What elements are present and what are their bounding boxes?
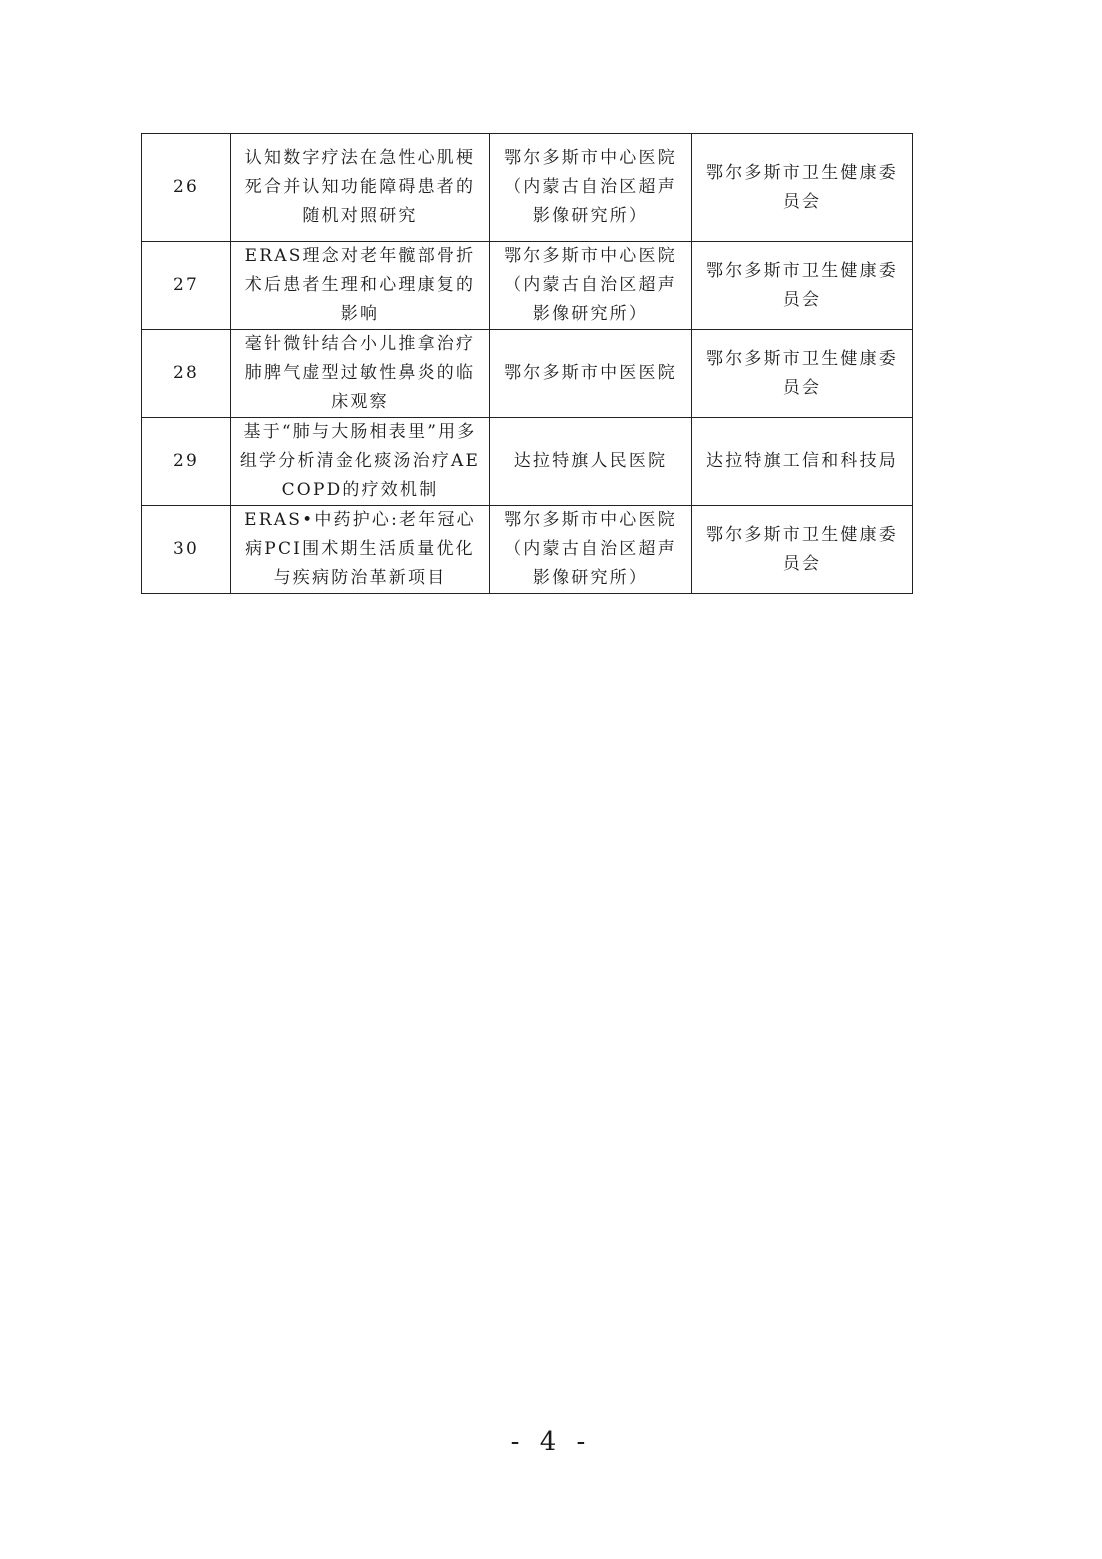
undertaking-unit: 鄂尔多斯市中心医院（内蒙古自治区超声影像研究所） bbox=[490, 506, 692, 594]
project-name: ERAS•中药护心:老年冠心病PCI围术期生活质量优化与疾病防治革新项目 bbox=[231, 506, 490, 594]
project-table bbox=[141, 133, 913, 594]
table-row bbox=[142, 330, 913, 418]
recommending-department: 达拉特旗工信和科技局 bbox=[692, 418, 913, 506]
recommending-department: 鄂尔多斯市卫生健康委员会 bbox=[692, 242, 913, 330]
row-number: 28 bbox=[142, 330, 231, 418]
undertaking-unit: 鄂尔多斯市中医医院 bbox=[490, 330, 692, 418]
page-number: - 4 - bbox=[510, 1427, 592, 1457]
row-number: 27 bbox=[142, 242, 231, 330]
undertaking-unit: 鄂尔多斯市中心医院（内蒙古自治区超声影像研究所） bbox=[490, 242, 692, 330]
table-row bbox=[142, 134, 913, 242]
table-row bbox=[142, 242, 913, 330]
project-name: 毫针微针结合小儿推拿治疗肺脾气虚型过敏性鼻炎的临床观察 bbox=[231, 330, 490, 418]
recommending-department: 鄂尔多斯市卫生健康委员会 bbox=[692, 506, 913, 594]
project-name: 认知数字疗法在急性心肌梗死合并认知功能障碍患者的随机对照研究 bbox=[231, 134, 490, 242]
table-row bbox=[142, 506, 913, 594]
undertaking-unit: 达拉特旗人民医院 bbox=[490, 418, 692, 506]
recommending-department: 鄂尔多斯市卫生健康委员会 bbox=[692, 134, 913, 242]
row-number: 26 bbox=[142, 134, 231, 242]
project-name: ERAS理念对老年髋部骨折术后患者生理和心理康复的影响 bbox=[231, 242, 490, 330]
table-row bbox=[142, 418, 913, 506]
row-number: 29 bbox=[142, 418, 231, 506]
row-number: 30 bbox=[142, 506, 231, 594]
undertaking-unit: 鄂尔多斯市中心医院（内蒙古自治区超声影像研究所） bbox=[490, 134, 692, 242]
recommending-department: 鄂尔多斯市卫生健康委员会 bbox=[692, 330, 913, 418]
project-name: 基于“肺与大肠相表里”用多组学分析清金化痰汤治疗AECOPD的疗效机制 bbox=[231, 418, 490, 506]
